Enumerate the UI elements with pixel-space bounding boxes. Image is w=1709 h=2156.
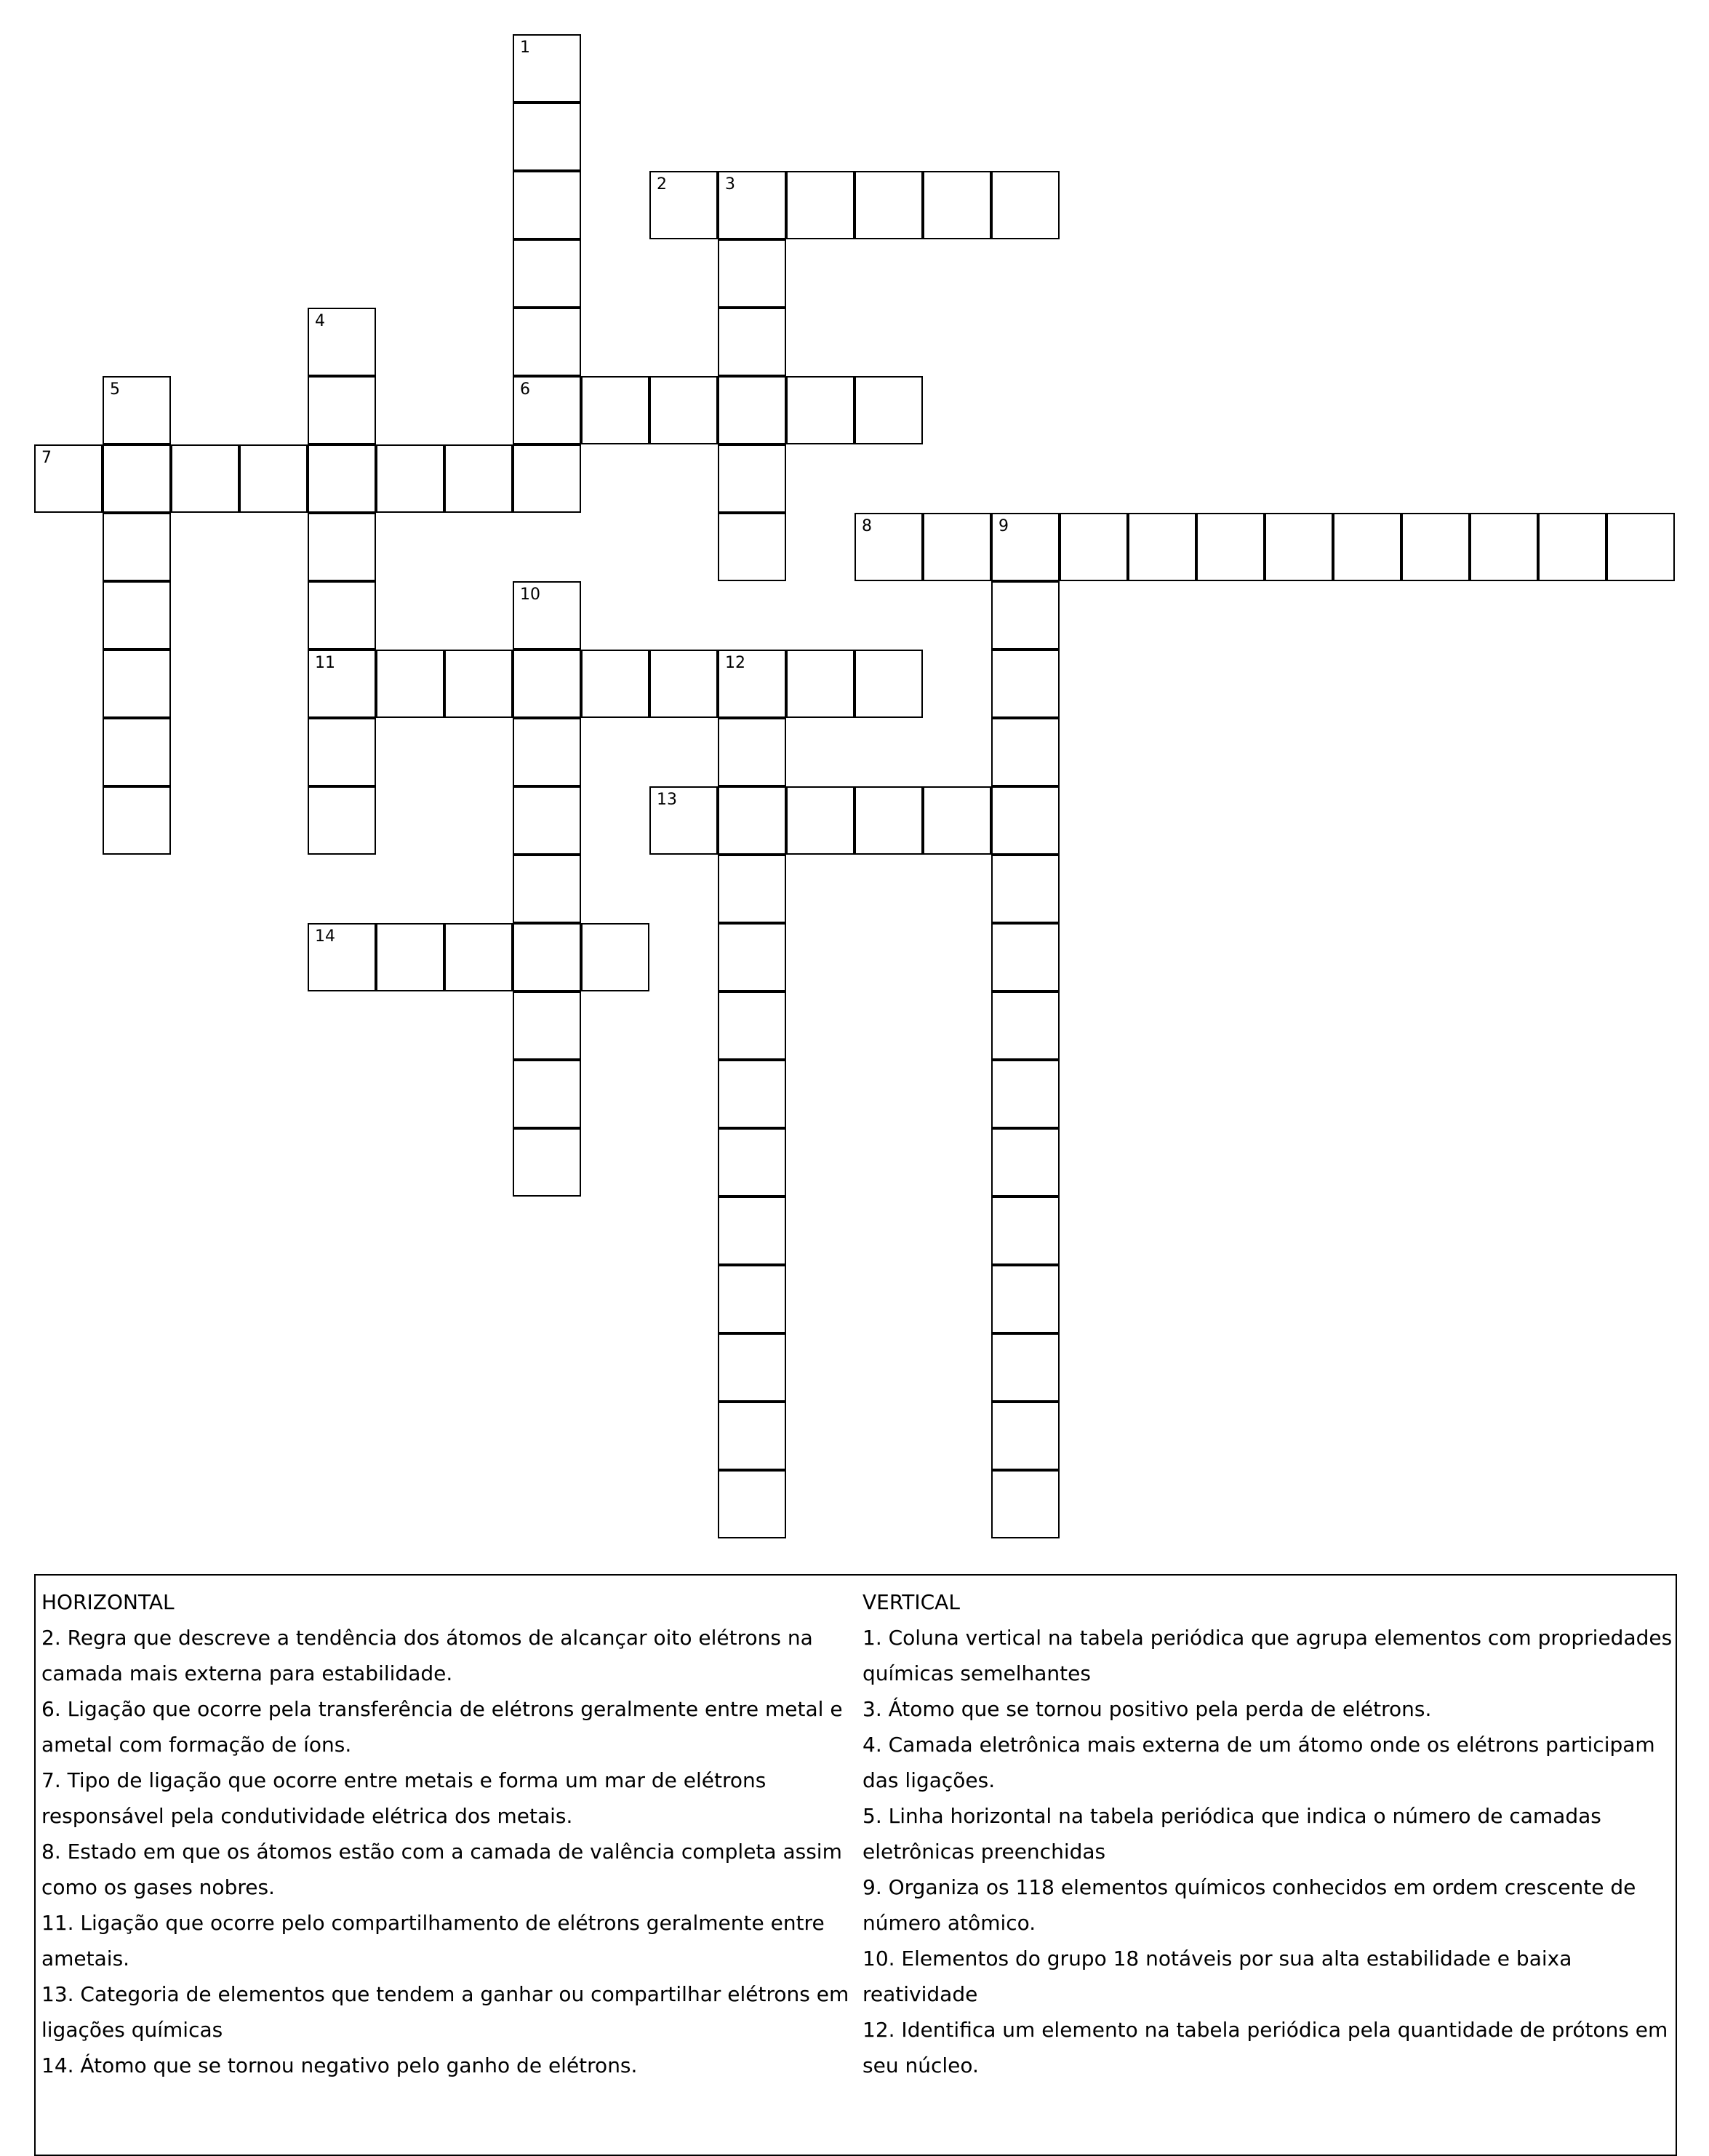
clue-number: 10 (520, 586, 540, 604)
crossword-cell[interactable] (103, 718, 171, 786)
crossword-cell[interactable] (718, 718, 786, 786)
clue-9: 9. Organiza os 118 elementos químicos conhecidos em ordem crescente de número atômico. (862, 1875, 1636, 1935)
clue-number: 8 (862, 517, 872, 535)
crossword-cell[interactable] (513, 718, 581, 786)
crossword-cell[interactable] (513, 991, 581, 1060)
crossword-cell[interactable] (444, 444, 513, 513)
crossword-cell[interactable] (308, 513, 376, 581)
crossword-cell[interactable] (854, 171, 923, 239)
clue-number: 11 (315, 654, 335, 672)
crossword-cell[interactable] (581, 923, 649, 991)
crossword-cell[interactable] (308, 444, 376, 513)
crossword-cell[interactable] (444, 650, 513, 718)
crossword-cell[interactable] (718, 991, 786, 1060)
vertical-clues (862, 1584, 1673, 2083)
crossword-cell[interactable] (513, 308, 581, 376)
crossword-cell[interactable] (103, 650, 171, 718)
crossword-cell[interactable] (991, 171, 1060, 239)
crossword-cell[interactable] (513, 855, 581, 923)
crossword-cell[interactable] (649, 171, 718, 239)
crossword-cell[interactable] (308, 376, 376, 444)
crossword-cell[interactable] (1196, 513, 1265, 581)
crossword-cell[interactable] (923, 786, 991, 855)
horizontal-clues (41, 1584, 856, 2083)
crossword-cell[interactable] (513, 1060, 581, 1128)
crossword-cell[interactable] (1538, 513, 1606, 581)
crossword-cell[interactable] (103, 513, 171, 581)
crossword-cell[interactable] (718, 1060, 786, 1128)
crossword-cell[interactable] (34, 444, 103, 513)
crossword-cell[interactable] (103, 581, 171, 650)
clue-14: 14. Átomo que se tornou negativo pelo ganho de elétrons. (41, 2053, 638, 2077)
crossword-cell[interactable] (1401, 513, 1470, 581)
crossword-cell[interactable] (923, 171, 991, 239)
crossword-cell[interactable] (1128, 513, 1196, 581)
clue-11: 11. Ligação que ocorre pelo compartilhamento de elétrons geralmente entre ametais. (41, 1911, 825, 1971)
crossword-cell[interactable] (308, 581, 376, 650)
crossword-cell[interactable] (991, 718, 1060, 786)
clue-number: 7 (41, 449, 52, 467)
clue-number: 9 (998, 517, 1009, 535)
crossword-cell[interactable] (103, 376, 171, 444)
crossword-cell[interactable] (308, 308, 376, 376)
crossword-cell[interactable] (718, 376, 786, 444)
crossword-cell[interactable] (513, 34, 581, 103)
crossword-cell[interactable] (513, 103, 581, 171)
clue-number: 12 (725, 654, 745, 672)
crossword-cell[interactable] (376, 650, 444, 718)
crossword-cell[interactable] (991, 1333, 1060, 1402)
crossword-cell[interactable] (991, 650, 1060, 718)
clue-4: 4. Camada eletrônica mais externa de um átomo onde os elétrons participam das ligações. (862, 1733, 1655, 1792)
crossword-cell[interactable] (786, 376, 854, 444)
crossword-cell[interactable] (718, 1333, 786, 1402)
clue-7: 7. Tipo de ligação que ocorre entre metais e forma um mar de elétrons responsável pela condutividade elétrica dos metais. (41, 1768, 767, 1828)
crossword-cell[interactable] (718, 1402, 786, 1470)
crossword-cell[interactable] (786, 171, 854, 239)
vertical-clues-title: VERTICAL (862, 1590, 960, 1614)
crossword-cell[interactable] (991, 1470, 1060, 1538)
clue-number: 5 (110, 380, 120, 399)
crossword-cell[interactable] (991, 923, 1060, 991)
crossword-cell[interactable] (1060, 513, 1128, 581)
crossword-cell[interactable] (308, 786, 376, 855)
crossword-cell[interactable] (376, 444, 444, 513)
crossword-cell[interactable] (171, 444, 239, 513)
clue-number: 4 (315, 312, 325, 330)
crossword-cell[interactable] (513, 923, 581, 991)
crossword-cell[interactable] (991, 1402, 1060, 1470)
crossword-cell[interactable] (991, 513, 1060, 581)
crossword-cell[interactable] (854, 376, 923, 444)
crossword-cell[interactable] (103, 786, 171, 855)
crossword-cell[interactable] (718, 513, 786, 581)
crossword-cell[interactable] (1606, 513, 1675, 581)
clues-panel (34, 1574, 1677, 2156)
crossword-cell[interactable] (649, 376, 718, 444)
clue-number: 2 (657, 175, 667, 193)
crossword-cell[interactable] (923, 513, 991, 581)
crossword-cell[interactable] (513, 239, 581, 308)
crossword-cell[interactable] (513, 376, 581, 444)
crossword-cell[interactable] (718, 171, 786, 239)
crossword-cell[interactable] (103, 444, 171, 513)
crossword-cell[interactable] (581, 376, 649, 444)
crossword-cell[interactable] (718, 444, 786, 513)
horizontal-clues-title: HORIZONTAL (41, 1590, 175, 1614)
crossword-cell[interactable] (239, 444, 308, 513)
clue-3: 3. Átomo que se tornou positivo pela perda de elétrons. (862, 1697, 1432, 1721)
clue-12: 12. Identifica um elemento na tabela periódica pela quantidade de prótons em seu núcleo. (862, 2018, 1668, 2077)
crossword-cell[interactable] (1265, 513, 1333, 581)
crossword-cell[interactable] (718, 1470, 786, 1538)
crossword-cell[interactable] (991, 1197, 1060, 1265)
crossword-cell[interactable] (991, 1128, 1060, 1197)
crossword-cell[interactable] (513, 581, 581, 650)
crossword-cell[interactable] (376, 923, 444, 991)
crossword-cell[interactable] (308, 650, 376, 718)
clue-number: 6 (520, 380, 530, 399)
crossword-cell[interactable] (308, 923, 376, 991)
crossword-cell[interactable] (718, 650, 786, 718)
crossword-cell[interactable] (718, 786, 786, 855)
crossword-cell[interactable] (786, 650, 854, 718)
crossword-cell[interactable] (718, 1265, 786, 1333)
crossword-cell[interactable] (718, 239, 786, 308)
crossword-cell[interactable] (991, 855, 1060, 923)
crossword-cell[interactable] (1333, 513, 1401, 581)
crossword-cell[interactable] (308, 718, 376, 786)
crossword-cell[interactable] (718, 1197, 786, 1265)
crossword-cell[interactable] (718, 308, 786, 376)
crossword-cell[interactable] (854, 786, 923, 855)
crossword-cell[interactable] (718, 1128, 786, 1197)
crossword-cell[interactable] (991, 581, 1060, 650)
clue-number: 13 (657, 791, 677, 809)
crossword-cell[interactable] (786, 786, 854, 855)
clue-number: 1 (520, 39, 530, 57)
crossword-cell[interactable] (513, 1128, 581, 1197)
crossword-cell[interactable] (581, 650, 649, 718)
clue-1: 1. Coluna vertical na tabela periódica que agrupa elementos com propriedades químicas semelhantes (862, 1626, 1673, 1685)
crossword-cell[interactable] (444, 923, 513, 991)
crossword-cell[interactable] (991, 991, 1060, 1060)
crossword-cell[interactable] (513, 444, 581, 513)
crossword-cell[interactable] (991, 786, 1060, 855)
clue-2: 2. Regra que descreve a tendência dos átomos de alcançar oito elétrons na camada mais externa para estabilidade. (41, 1626, 813, 1685)
clue-10: 10. Elementos do grupo 18 notáveis por sua alta estabilidade e baixa reatividade (862, 1947, 1572, 2006)
crossword-cell[interactable] (513, 171, 581, 239)
crossword-cell[interactable] (991, 1265, 1060, 1333)
crossword-cell[interactable] (854, 650, 923, 718)
crossword-cell[interactable] (513, 650, 581, 718)
crossword-cell[interactable] (718, 923, 786, 991)
crossword-cell[interactable] (1470, 513, 1538, 581)
clue-8: 8. Estado em que os átomos estão com a camada de valência completa assim como os gases nobres. (41, 1840, 842, 1899)
clue-number: 3 (725, 175, 735, 193)
crossword-cell[interactable] (991, 1060, 1060, 1128)
crossword-cell[interactable] (649, 786, 718, 855)
crossword-cell[interactable] (854, 513, 923, 581)
clue-number: 14 (315, 927, 335, 946)
crossword-cell[interactable] (718, 855, 786, 923)
crossword-cell[interactable] (513, 786, 581, 855)
clue-13: 13. Categoria de elementos que tendem a ganhar ou compartilhar elétrons em ligações químicas (41, 1982, 849, 2042)
clue-6: 6. Ligação que ocorre pela transferência de elétrons geralmente entre metal e ametal com formação de íons. (41, 1697, 843, 1757)
clue-5: 5. Linha horizontal na tabela periódica que indica o número de camadas eletrônicas preenchidas (862, 1804, 1601, 1864)
crossword-cell[interactable] (649, 650, 718, 718)
